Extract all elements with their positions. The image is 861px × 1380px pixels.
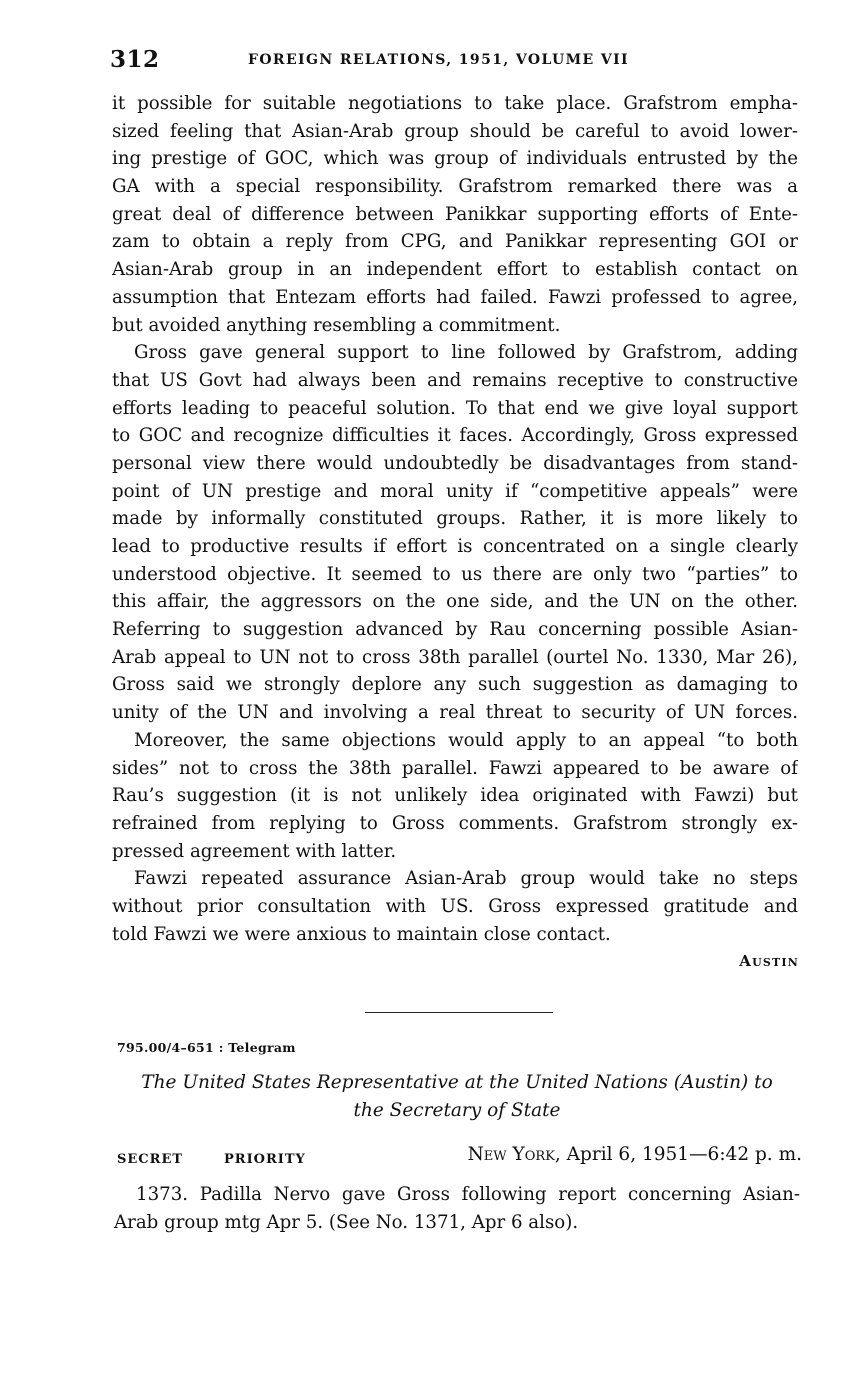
classification-line [117, 1142, 802, 1172]
body-line: GA with a special responsibility. Grafstrom remarked there was a [112, 176, 798, 198]
body-line: zam to obtain a reply from CPG, and Panikkar representing GOI or [112, 231, 798, 253]
body-line: efforts leading to peaceful solution. To that end we give loyal support [112, 397, 798, 419]
body-line: Rau’s suggestion (it is not unlikely idea originated with Fawzi) but [112, 785, 798, 807]
classification-label: SECRET [117, 1152, 184, 1167]
dateline [468, 1144, 802, 1165]
body-line: lead to productive results if effort is concentrated on a single clearly [112, 536, 798, 557]
telegram-line: 1373. Padilla Nervo gave Gross following report concerning Asian- [136, 1184, 800, 1205]
body-line: that US Govt had always been and remains receptive to constructive [112, 369, 798, 391]
page-number: 312 [110, 46, 160, 73]
body-line: Fawzi repeated assurance Asian-Arab group would take no steps [134, 868, 798, 890]
body-line: understood objective. It seemed to us there are only two “parties” to [112, 563, 798, 585]
telegram-text [114, 1181, 800, 1236]
body-line: Moreover, the same objections would apply to an appeal “to both [134, 729, 798, 751]
body-line: sides” not to cross the 38th parallel. Fawzi appeared to be aware of [112, 757, 798, 779]
priority-label: PRIORITY [224, 1152, 306, 1167]
document-title [114, 1069, 800, 1125]
body-line: it possible for suitable negotiations to take place. Grafstrom empha- [112, 93, 798, 114]
signature: Austin [739, 952, 799, 970]
body-line: point of UN prestige and moral unity if “competitive appeals” were [112, 480, 798, 502]
dateline-date: April 6, 1951—6:42 p. m. [566, 1144, 802, 1165]
body-line: Gross gave general support to line followed by Grafstrom, adding [134, 342, 798, 364]
dateline-place: New York, [467, 1144, 561, 1165]
page-header [110, 46, 800, 76]
document-reference: 795.00/4–651 : Telegram [117, 1040, 296, 1055]
body-line: assumption that Entezam efforts had failed. Fawzi professed to agree, [112, 286, 798, 308]
body-line: told Fawzi we were anxious to maintain close contact. [112, 923, 611, 945]
body-line: Gross said we strongly deplore any such suggestion as damaging to [112, 674, 798, 696]
body-line: personal view there would undoubtedly be disadvantages from stand- [112, 452, 798, 474]
body-line: sized feeling that Asian-Arab group should be careful to avoid lower- [112, 120, 798, 142]
body-line: refrained from replying to Gross comments. Grafstrom strongly ex- [112, 812, 798, 834]
body-line: great deal of difference between Panikkar supporting efforts of Ente- [112, 203, 798, 225]
body-line: pressed agreement with latter. [112, 840, 397, 862]
document-title-line: the Secretary of State [353, 1100, 561, 1121]
body-text [112, 90, 798, 948]
body-line: without prior consultation with US. Gross expressed gratitude and [112, 895, 798, 917]
body-line: made by informally constituted groups. Rather, it is more likely to [112, 508, 798, 530]
telegram-line: Arab group mtg Apr 5. (See No. 1371, Apr 6 also). [114, 1211, 579, 1233]
section-divider [365, 1012, 553, 1013]
body-line: ing prestige of GOC, which was group of individuals entrusted by the [112, 148, 798, 170]
body-line: Arab appeal to UN not to cross 38th parallel (ourtel No. 1330, Mar 26), [112, 646, 798, 668]
body-line: to GOC and recognize difficulties it faces. Accordingly, Gross expressed [112, 425, 798, 447]
document-title-line: The United States Representative at the United Nations (Austin) to [141, 1072, 773, 1093]
body-line: this affair, the aggressors on the one side, and the UN on the other. [112, 591, 798, 613]
body-line: but avoided anything resembling a commitment. [112, 314, 561, 336]
body-line: Asian-Arab group in an independent effort to establish contact on [112, 259, 798, 281]
body-line: Referring to suggestion advanced by Rau concerning possible Asian- [112, 619, 798, 641]
body-line: unity of the UN and involving a real threat to security of UN forces. [112, 702, 798, 724]
running-head: FOREIGN RELATIONS, 1951, VOLUME VII [248, 52, 629, 68]
